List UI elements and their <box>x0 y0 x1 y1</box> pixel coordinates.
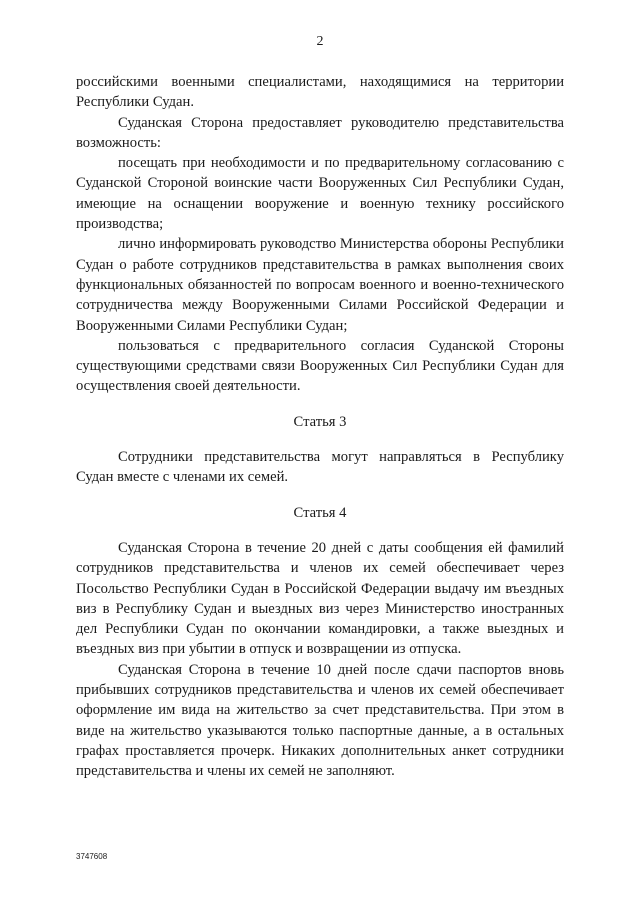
article-3-heading: Статья 3 <box>293 413 347 430</box>
paragraph-inform-ministry: лично информировать руководство Министерства обороны Республики Судан о работе сотрудников представительства в рамках выполнения своих функциональных обязанностей по вопросам военного и военно-технического сотрудничества между Вооруженными Силами Российской Федерации и Вооруженными Силами Республики Судан; <box>76 236 564 334</box>
paragraph-possibilities-intro: Суданская Сторона предоставляет руководителю представительства возможность: <box>76 114 564 151</box>
article-3-paragraph: Сотрудники представительства могут направляться в Республику Судан вместе с членами их семей. <box>76 449 564 486</box>
document-code: 3747608 <box>76 852 108 861</box>
article-4-heading: Статья 4 <box>293 504 347 521</box>
article-4-paragraph-residence: Суданская Сторона в течение 10 дней после сдачи паспортов вновь прибывших сотрудников представительства и членов их семей обеспечивает оформление им вида на жительство за счет представительства. При этом в виде на жительство указываются только паспортные данные, а в остальных графах проставляется прочерк. Никаких дополнительных анкет сотрудники представительства и члены их семей не заполняют. <box>76 661 564 780</box>
paragraph-communications: пользоваться с предварительного согласия Суданской Стороны существующими средствами связи Вооруженных Сил Республики Судан для осуществления своей деятельности. <box>76 337 564 395</box>
paragraph-visit-units: посещать при необходимости и по предварительному согласованию с Суданской Стороной воинские части Вооруженных Сил Республики Судан, имеющие на оснащении вооружение и военную технику российского производства; <box>76 155 564 233</box>
document-body <box>76 72 564 782</box>
article-4-paragraph-visas: Суданская Сторона в течение 20 дней с даты сообщения ей фамилий сотрудников представительства и членов их семей обеспечивает через Посольство Республики Судан в Российской Федерации выдачу им въездных виз в Республику Судан и выездных виз через Министерство иностранных дел Республики Судан по окончании командировки, а также выездных и въездных виз при убытии в отпуск и возвращении из отпуска. <box>76 539 564 658</box>
paragraph-continuation: российскими военными специалистами, находящимися на территории Республики Судан. <box>76 74 564 111</box>
page-number: 2 <box>316 34 324 49</box>
